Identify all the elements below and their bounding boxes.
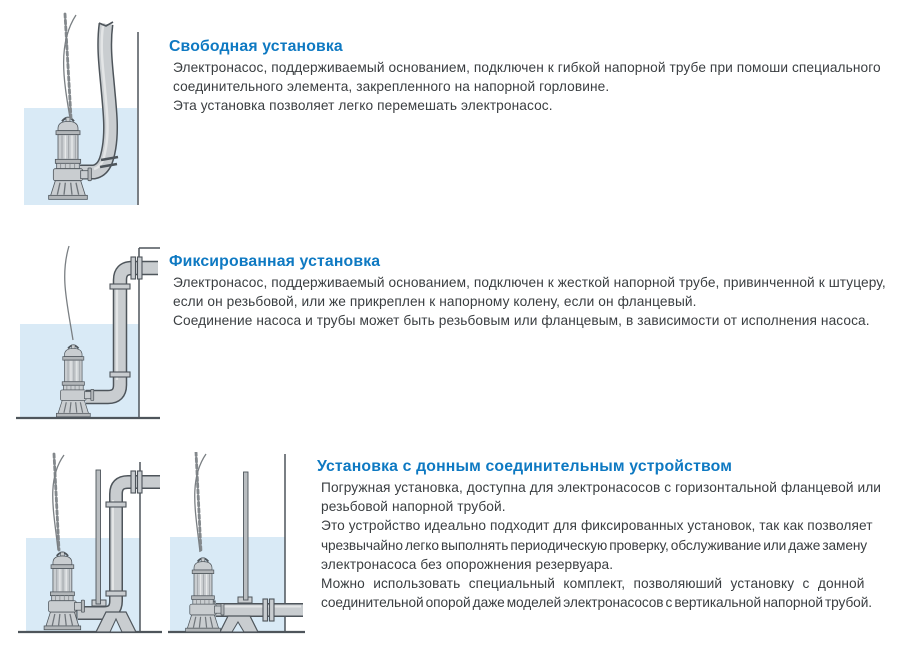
section-body <box>169 58 881 116</box>
body-line: резьбовой напорной трубой. <box>321 499 506 515</box>
lifting-chain <box>53 454 64 550</box>
body-line: если он резьбовой, или же прикреплен к напорному колену, если он фланцевый. <box>173 294 697 310</box>
section-free-installation <box>169 37 881 116</box>
body-line: Эта установка позволяет легко перемешать электронасос. <box>173 98 553 114</box>
lifting-chain <box>64 14 76 118</box>
section-title: Фиксированная установка <box>169 253 381 270</box>
section-bottom-coupling <box>317 457 881 612</box>
section-title: Свободная установка <box>169 38 343 55</box>
body-line: соединительной опорой даже моделей электронасосов с вертикальной напорной трубой. <box>321 595 872 611</box>
illustration-free-installation <box>8 12 150 208</box>
body-line: чрезвычайно легко выполнять периодическую проверку, обслуживание или даже замену <box>321 537 868 553</box>
illustration-fixed-installation <box>12 240 160 426</box>
section-body <box>317 478 881 612</box>
illustration-bottom-coupling-vertical <box>12 452 162 644</box>
body-line: соединительного элемента, закрепленного на напорной горловине. <box>173 79 610 95</box>
section-title: Установка с донным соединительным устройством <box>317 458 733 475</box>
guide-rod <box>244 472 249 600</box>
guide-rod <box>96 470 101 604</box>
body-line: Это устройство идеально подходит для фиксированных установок, так как позволяет <box>321 518 873 534</box>
section-fixed-installation <box>169 252 886 331</box>
section-body <box>169 273 886 331</box>
body-line: Погружная установка, доступна для электронасосов с горизонтальной фланцевой или <box>321 480 882 495</box>
body-line: Соединение насоса и трубы может быть резьбовым или фланцевым, в зависимости от исполнения насоса. <box>173 313 870 329</box>
body-line: Электронасос, поддерживаемый основанием, подключен к жесткой напорной трубе, привинченной к штуцеру, <box>173 275 886 290</box>
body-line: электронасоса без опорожнения резервуара. <box>321 556 614 572</box>
illustration-bottom-coupling-horizontal <box>168 452 305 644</box>
body-line: Можно использовать специальный комплект, позволяюший установку с донной <box>321 576 865 592</box>
body-line: Электронасос, поддерживаемый основанием, подключен к гибкой напорной трубе при помоши специального <box>173 60 881 75</box>
